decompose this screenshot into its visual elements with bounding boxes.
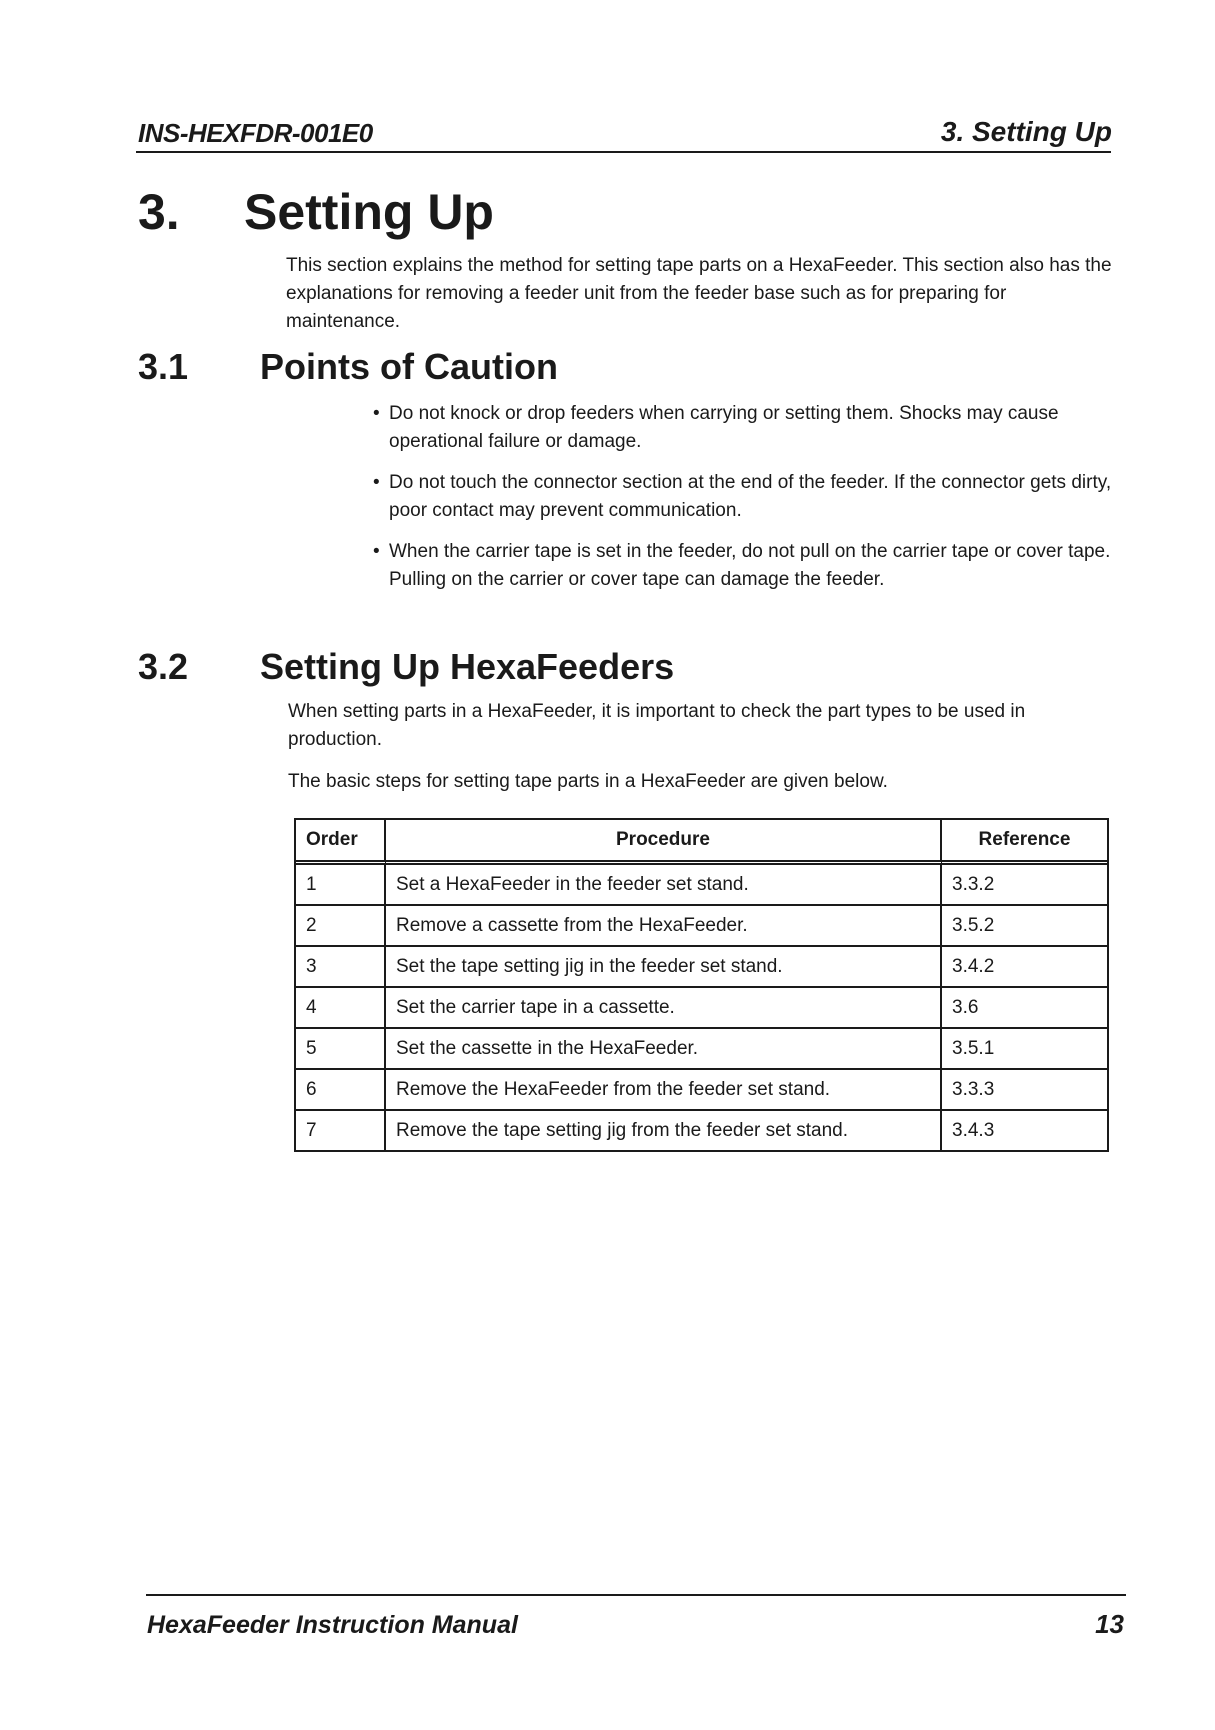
section-3-2-title: Setting Up HexaFeeders (260, 646, 675, 687)
cell-reference: 3.3.2 (942, 865, 1107, 906)
caution-text: Do not touch the connector section at the end of the feeder. If the connector gets dirty, poor contact may prevent communication. (389, 472, 1112, 521)
section-3-2-para1: When setting parts in a HexaFeeder, it is important to check the part types to be used in production. (288, 701, 1026, 750)
procedure-table (294, 818, 1109, 1152)
bullet-dot-icon: • (373, 472, 380, 493)
table-header-row (296, 820, 1107, 865)
cell-procedure: Remove a cassette from the HexaFeeder. (386, 906, 942, 947)
chapter-intro: This section explains the method for setting tape parts on a HexaFeeder. This section also has the explanations for removing a feeder unit from the feeder base such as for preparing for maintenance. (286, 255, 1112, 332)
cell-order: 5 (296, 1029, 386, 1070)
cell-reference: 3.4.2 (942, 947, 1107, 988)
bullet-dot-icon: • (373, 541, 380, 562)
section-3-2-heading (138, 645, 674, 689)
cell-procedure: Remove the HexaFeeder from the feeder set stand. (386, 1070, 942, 1111)
header-doc-id: INS-HEXFDR-001E0 (138, 118, 373, 148)
footer-manual-title: HexaFeeder Instruction Manual (147, 1611, 518, 1639)
cell-reference: 3.3.3 (942, 1070, 1107, 1111)
bullet-dot-icon: • (373, 403, 380, 424)
caution-item (372, 400, 1112, 456)
footer-page-number: 13 (1095, 1609, 1124, 1639)
cell-procedure: Set the tape setting jig in the feeder set stand. (386, 947, 942, 988)
cell-reference: 3.6 (942, 988, 1107, 1029)
header-section-title: 3. Setting Up (940, 116, 1112, 147)
chapter-number: 3. (138, 184, 180, 240)
section-3-2-number: 3.2 (138, 646, 189, 687)
section-3-1-number: 3.1 (138, 346, 189, 387)
cell-order: 6 (296, 1070, 386, 1111)
table-row (296, 906, 1107, 947)
cell-procedure: Remove the tape setting jig from the feeder set stand. (386, 1111, 942, 1150)
table-row (296, 1070, 1107, 1111)
footer-rule (146, 1594, 1126, 1596)
section-3-2-para2: The basic steps for setting tape parts in a HexaFeeder are given below. (288, 771, 888, 792)
cell-reference: 3.4.3 (952, 1119, 995, 1141)
table-row (296, 1029, 1107, 1070)
caution-item (372, 469, 1112, 525)
header-rule (136, 151, 1111, 153)
caution-text: When the carrier tape is set in the feeder, do not pull on the carrier tape or cover tape. Pulling on the carrier or cover tape can damage the feeder. (389, 541, 1111, 590)
caution-text: Do not knock or drop feeders when carrying or setting them. Shocks may cause operational failure or damage. (389, 403, 1059, 452)
section-3-1-title: Points of Caution (260, 346, 558, 387)
cell-order: 3 (296, 947, 386, 988)
cell-procedure: Set a HexaFeeder in the feeder set stand. (386, 865, 942, 906)
cell-order: 7 (296, 1111, 386, 1150)
header-reference: Reference (942, 820, 1107, 865)
table-row (296, 1111, 1107, 1150)
header-procedure: Procedure (386, 820, 942, 865)
cell-order: 4 (296, 988, 386, 1029)
caution-item (372, 538, 1112, 594)
cell-procedure: Set the carrier tape in a cassette. (386, 988, 942, 1029)
cell-order: 2 (296, 906, 386, 947)
section-3-1-heading (138, 345, 558, 389)
table-row (296, 865, 1107, 906)
cell-order: 1 (296, 865, 386, 906)
header-order: Order (296, 820, 386, 865)
chapter-heading (138, 182, 494, 242)
cell-procedure: Set the cassette in the HexaFeeder. (386, 1029, 942, 1070)
cell-reference: 3.5.1 (942, 1029, 1107, 1070)
table-row (296, 947, 1107, 988)
table-row (296, 988, 1107, 1029)
chapter-title: Setting Up (244, 184, 494, 240)
cell-reference: 3.5.2 (942, 906, 1107, 947)
caution-list (372, 400, 1112, 607)
